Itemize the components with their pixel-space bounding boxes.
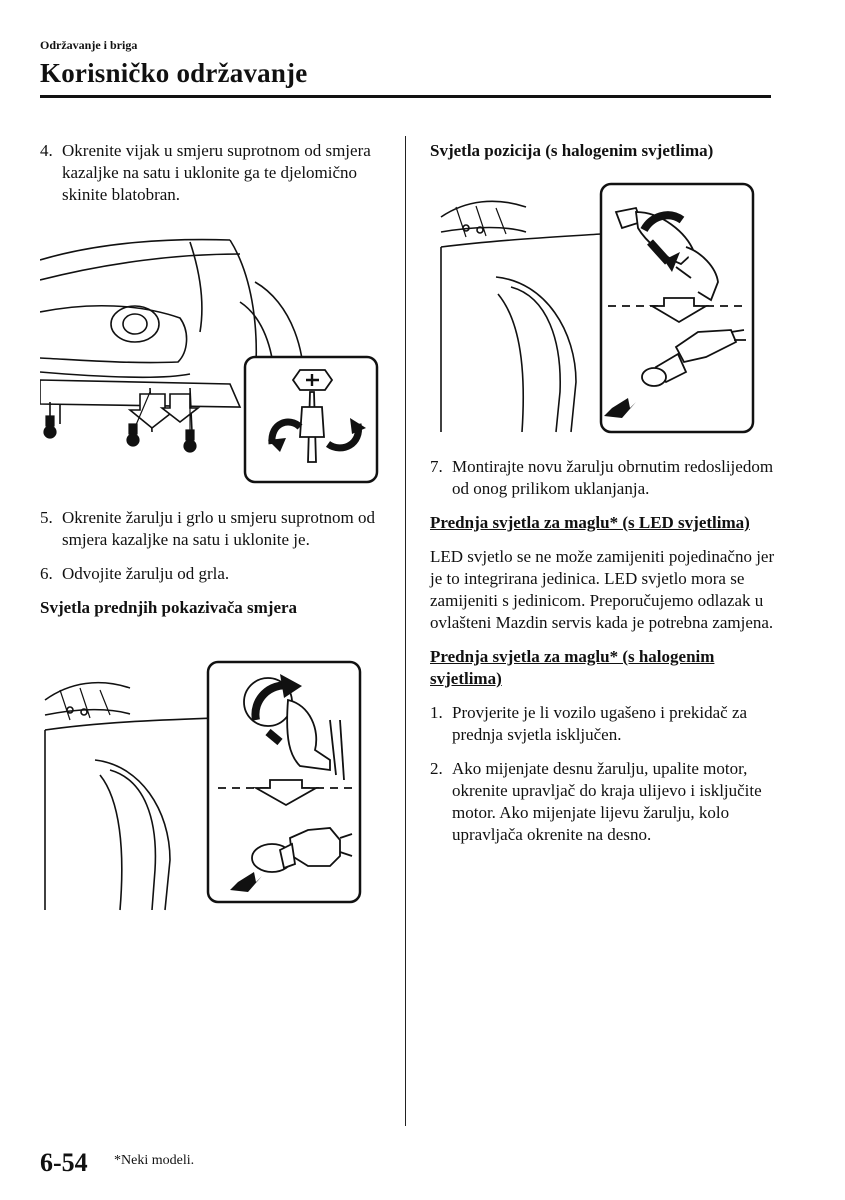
page-number: 6-54 — [40, 1148, 88, 1177]
step-text: Okrenite vijak u smjeru suprotnom od smjera kazaljke na satu i uklonite ga te djelomično skinite blatobran. — [62, 141, 371, 204]
step-number: 6. — [40, 564, 53, 583]
step-5 — [40, 507, 385, 551]
step-text: Montirajte novu žarulju obrnutim redoslijedom od onog prilikom uklanjanja. — [452, 457, 774, 498]
step-number: 2. — [430, 759, 443, 778]
heading-fog-led: Prednja svjetla za maglu* (s LED svjetlima) — [430, 513, 750, 532]
left-column-lower — [40, 507, 385, 631]
section-label: Održavanje i briga — [40, 38, 138, 52]
right-column-top — [430, 140, 775, 174]
heading-position-lights: Svjetla pozicija (s halogenim svjetlima) — [430, 141, 714, 160]
title-rule — [40, 95, 771, 98]
step-text: Provjerite je li vozilo ugašeno i prekidač za prednja svjetla isključen. — [452, 703, 748, 744]
step-1 — [430, 702, 775, 746]
position-light-bulb-figure — [436, 182, 756, 434]
column-divider — [405, 136, 406, 1126]
step-number: 5. — [40, 508, 53, 527]
footnote: *Neki modeli. — [114, 1153, 195, 1168]
right-column-lower — [430, 456, 775, 858]
fender-screw-figure — [40, 232, 385, 487]
heading-turn-signals: Svjetla prednjih pokazivača smjera — [40, 598, 298, 617]
turn-signal-bulb-figure — [40, 660, 365, 912]
step-number: 7. — [430, 457, 443, 476]
left-column — [40, 140, 385, 218]
step-7 — [430, 456, 775, 500]
step-4 — [40, 140, 385, 206]
step-6 — [40, 563, 385, 585]
step-number: 1. — [430, 703, 443, 722]
step-text: Okrenite žarulju i grlo u smjeru suprotnom od smjera kazaljke na satu i uklonite je. — [62, 508, 376, 549]
step-number: 4. — [40, 141, 53, 160]
fog-led-text: LED svjetlo se ne može zamijeniti pojedinačno jer je to integrirana jedinica. LED svjetlo mora se zamijeniti s jedinicom. Preporučujemo odlazak u ovlašteni Mazdin servis kada je potrebna zamjena. — [430, 547, 775, 632]
page-title: Korisničko održavanje — [40, 58, 308, 88]
step-text: Odvojite žarulju od grla. — [62, 564, 230, 583]
step-2 — [430, 758, 775, 846]
heading-fog-halogen: Prednja svjetla za maglu* (s halogenim svjetlima) — [430, 647, 715, 688]
step-text: Ako mijenjate desnu žarulju, upalite motor, okrenite upravljač do kraja ulijevo i isključite motor. Ako mijenjate lijevu žarulju, kolo upravljača okrenite na desno. — [452, 759, 762, 844]
